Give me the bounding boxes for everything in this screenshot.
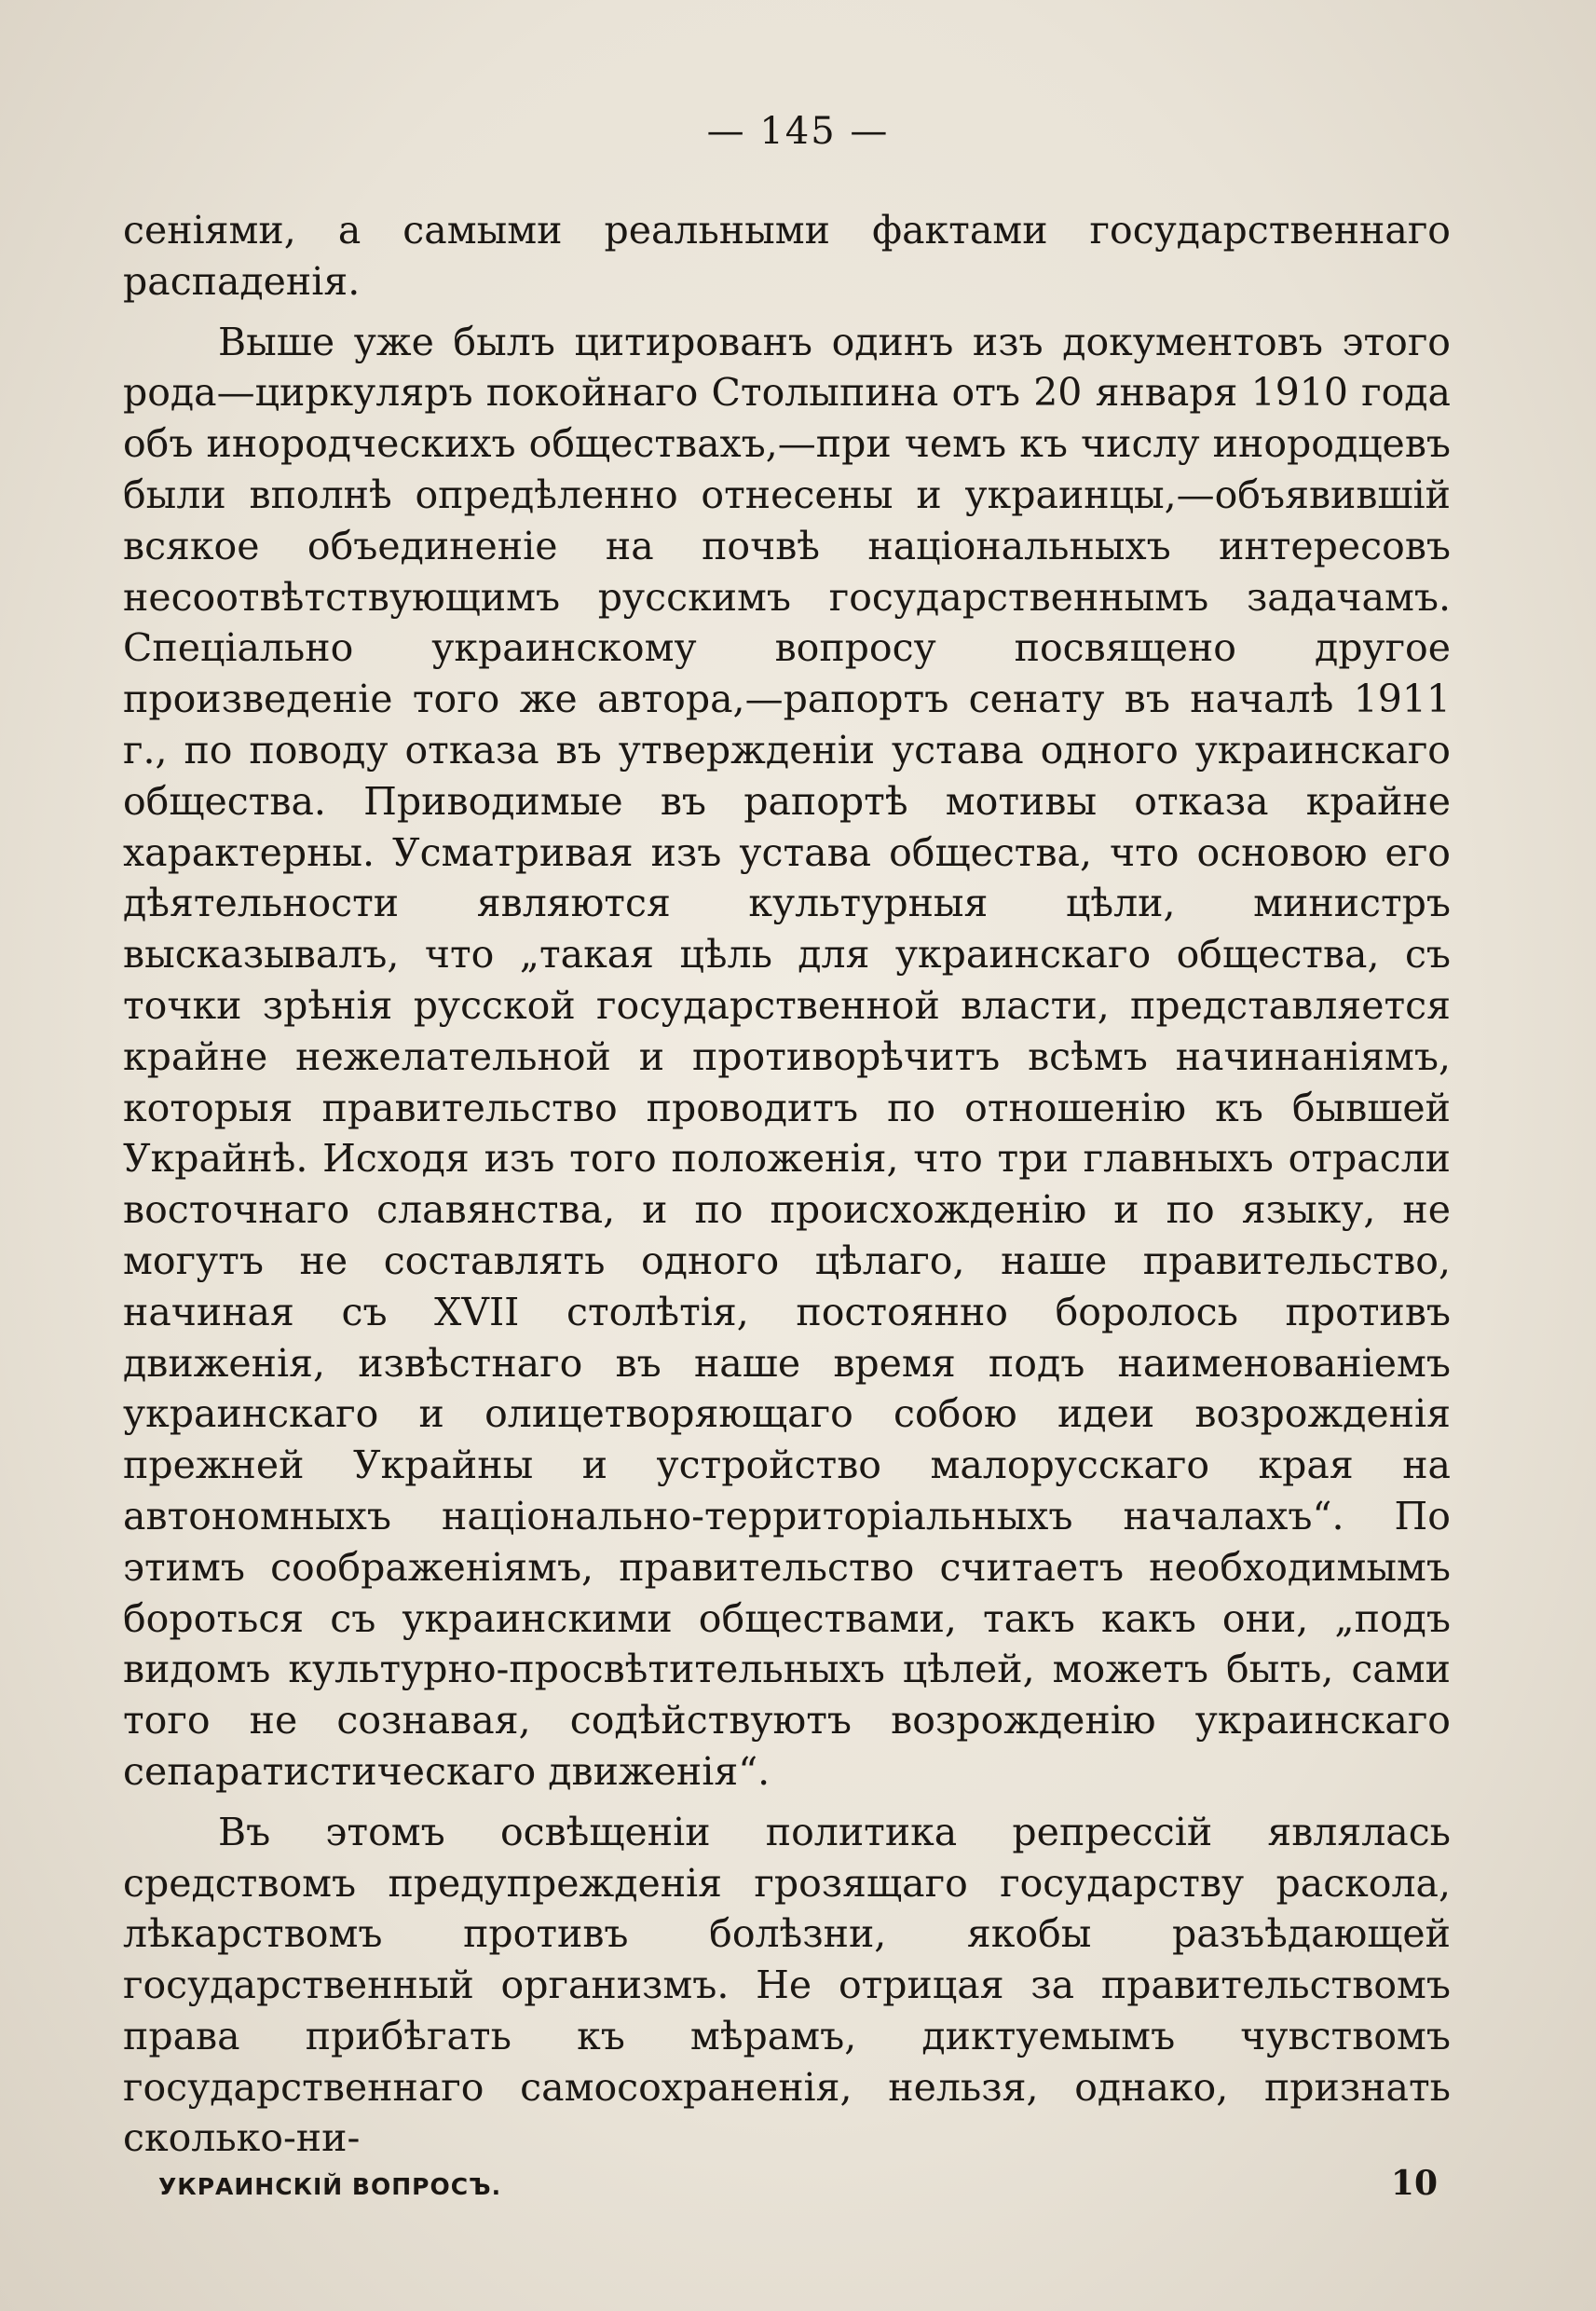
paragraph: Въ этомъ освѣщеніи политика репрессій являлась средствомъ предупрежденія грозящаго государству раскола, лѣкарствомъ противъ болѣзни, якобы разъѣдающей государственный организмъ. Не отрицая за правительствомъ права прибѣгать къ мѣрамъ, диктуемымъ чувствомъ государственнаго самосохраненія, нельзя, однако, признать сколько-ни- <box>123 1809 1451 2161</box>
page-number: — 145 — <box>706 110 890 153</box>
paragraph-continuation: сеніями, а самыми реальными фактами государственнаго распаденія. <box>123 208 1451 304</box>
running-footer-title: УКРАИНСКІЙ ВОПРОСЪ. <box>158 2173 502 2200</box>
signature-mark: 10 <box>1390 2164 1438 2203</box>
paragraph: Выше уже былъ цитированъ одинъ изъ документовъ этого рода—циркуляръ покойнаго Столыпина отъ 20 января 1910 года объ инородческихъ обществахъ,—при чемъ къ числу инородцевъ были вполнѣ опредѣленно отнесены и украинцы,—объявившій всякое объединеніе на почвѣ національныхъ интересовъ несоотвѣтствующимъ русскимъ государственнымъ задачамъ. Спеціально украинскому вопросу посвящено другое произведеніе того же автора,—рапортъ сенату въ началѣ 1911 г., по поводу отказа въ утвержденіи устава одного украинскаго общества. Приводимые въ рапортѣ мотивы отказа крайне характерны. Усматривая изъ устава общества, что основою его дѣятельности являются культурныя цѣли, министръ высказывалъ, что „такая цѣль для украинскаго общества, съ точки зрѣнія русской государственной власти, представляется крайне нежелательной и противорѣчитъ всѣмъ начинаніямъ, которыя правительство проводитъ по отношенію къ бывшей Украйнѣ. Исходя изъ того положенія, что три главныхъ отрасли восточнаго славянства, и по происхожденію и по языку, не могутъ не составлять одного цѣлаго, наше правительство, начиная съ XVII столѣтія, постоянно боролось противъ движенія, извѣстнаго въ наше время подъ наименованіемъ украинскаго и олицетворяющаго собою идеи возрожденія прежней Украйны и устройство малорусскаго края на автономныхъ національно-территоріальныхъ началахъ“. По этимъ соображеніямъ, правительство считаетъ необходимымъ бороться съ украинскими обществами, такъ какъ они, „подъ видомъ культурно-просвѣтительныхъ цѣлей, можетъ быть, сами того не сознавая, содѣйствуютъ возрожденію украинскаго сепаратистическаго движенія“. <box>123 319 1451 1794</box>
body-text <box>123 205 1451 2164</box>
page-footer <box>158 2164 1438 2203</box>
